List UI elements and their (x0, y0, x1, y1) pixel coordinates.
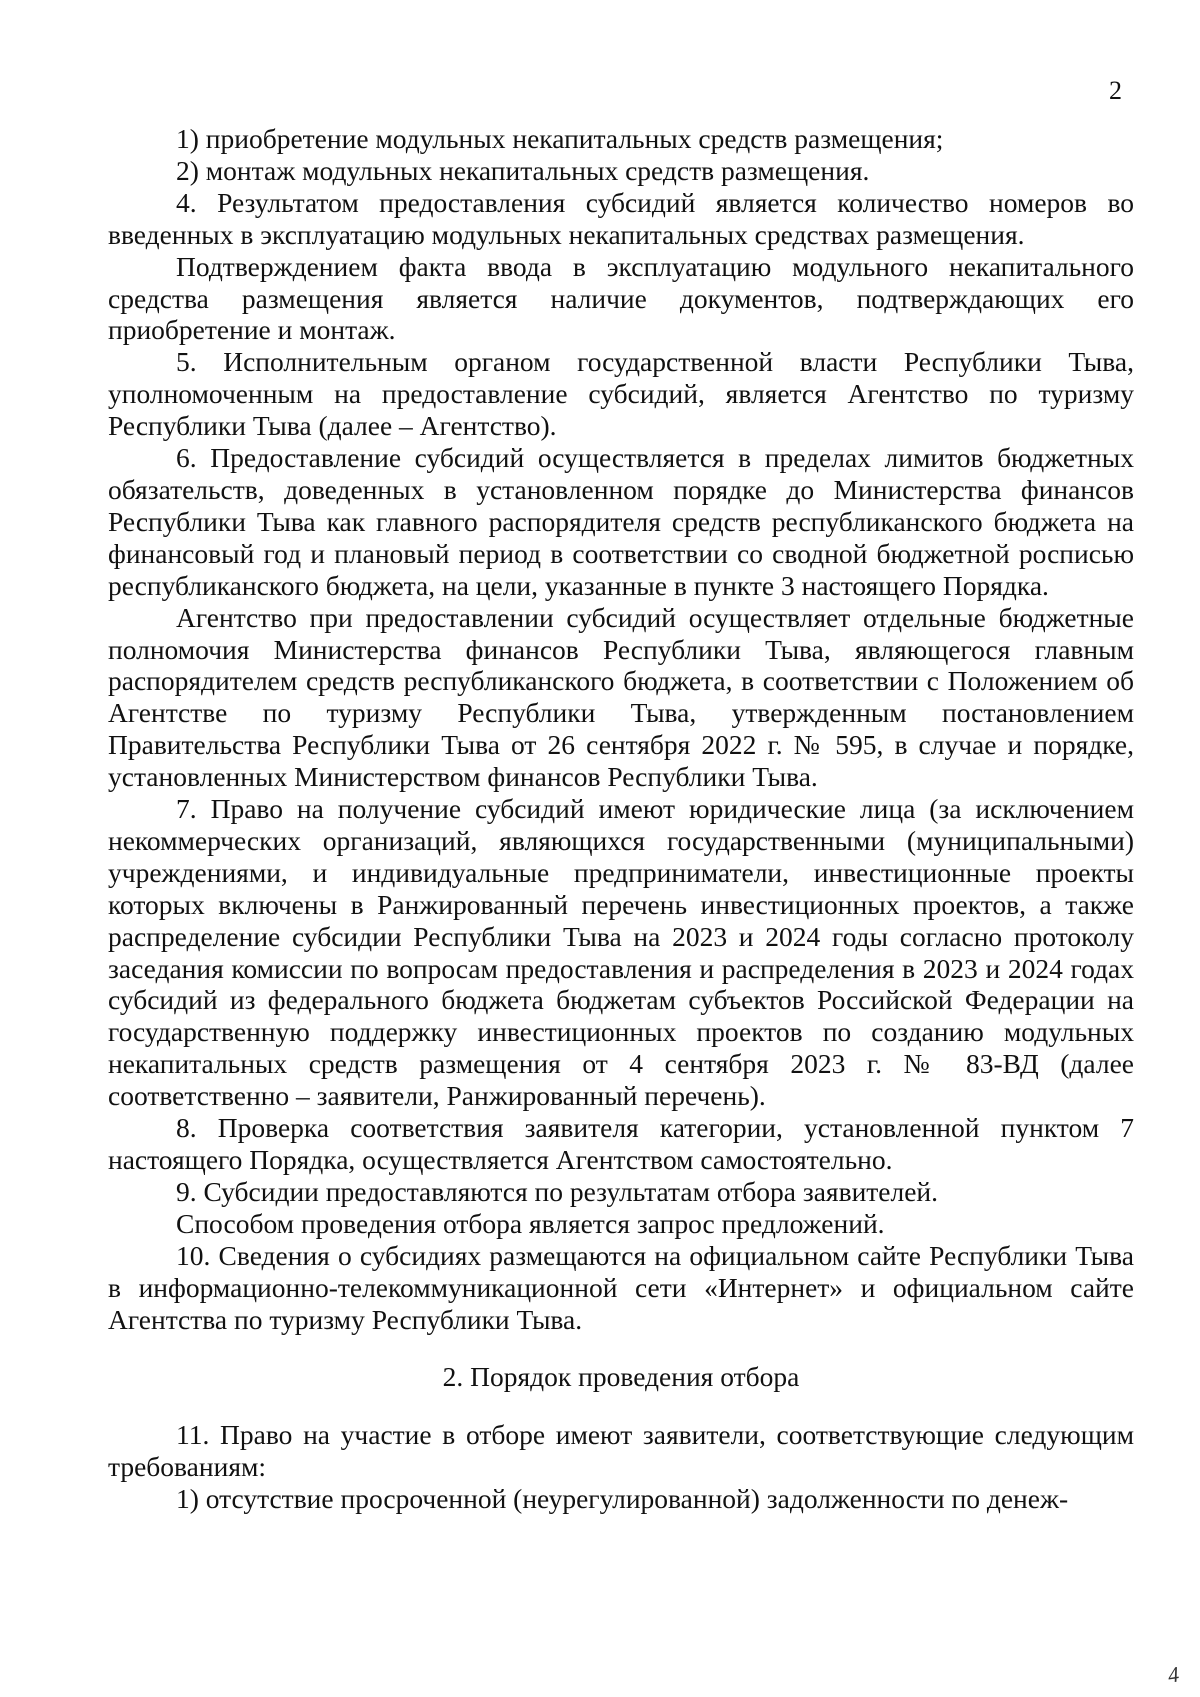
document-body (108, 123, 1134, 1515)
clause-6-agency-powers: Агентство при предоставлении субсидий осуществляет отдельные бюджетные полномочия Министерства финансов Республики Тыва, являющегося главным распорядителем средств республиканского бюджета, в соответствии с Положением об Агентстве по туризму Республики Тыва, утвержденным постановлением Правительства Республики Тыва от 26 сентября 2022 г. № 595, в случае и порядке, установленных Министерством финансов Республики Тыва. (108, 601, 1134, 793)
clause-5-agency: 5. Исполнительным органом государственной власти Республики Тыва, уполномоченным на предоставление субсидий, является Агентство по туризму Республики Тыва (далее – Агентство). (108, 346, 1134, 442)
clause-9-method: Способом проведения отбора является запрос предложений. (176, 1207, 885, 1239)
clause-10-publication: 10. Сведения о субсидиях размещаются на официальном сайте Республики Тыва в информационно-телекоммуникационной сети «Интернет» и официальном сайте Агентства по туризму Республики Тыва. (108, 1239, 1134, 1335)
clause-4-result: 4. Результатом предоставления субсидий является количество номеров во введенных в эксплуатацию модульных некапитальных средствах размещения. (108, 186, 1134, 250)
page-number: 2 (1109, 76, 1122, 105)
list-item-installation: 2) монтаж модульных некапитальных средств размещения. (176, 154, 870, 186)
section-heading: 2. Порядок проведения отбора (442, 1361, 800, 1393)
clause-4-confirmation: Подтверждением факта ввода в эксплуатацию модульного некапитального средства размещения является наличие документов, подтверждающих его приобретение и монтаж. (108, 250, 1134, 346)
clause-8-verification: 8. Проверка соответствия заявителя категории, установленной пунктом 7 настоящего Порядка, осуществляется Агентством самостоятельно. (108, 1112, 1134, 1175)
list-item-acquisition: 1) приобретение модульных некапитальных средств размещения; (176, 123, 944, 154)
handwritten-margin-mark: 4 (1166, 1661, 1181, 1688)
clause-11-participation: 11. Право на участие в отборе имеют заявители, соответствующие следующим требованиям: (108, 1419, 1134, 1483)
clause-11-requirement-1: 1) отсутствие просроченной (неурегулированной) задолженности по денеж- (176, 1483, 1069, 1515)
clause-6-limits: 6. Предоставление субсидий осуществляется в пределах лимитов бюджетных обязательств, доведенных в установленном порядке до Министерства финансов Республики Тыва как главного распорядителя средств республиканского бюджета на финансовый год и плановый период в соответствии со сводной бюджетной росписью республиканского бюджета, на цели, указанные в пункте 3 настоящего Порядка. (108, 442, 1134, 601)
clause-9-selection: 9. Субсидии предоставляются по результатам отбора заявителей. (176, 1175, 939, 1207)
clause-7-eligibility: 7. Право на получение субсидий имеют юридические лица (за исключением некоммерческих организаций, являющихся государственными (муниципальными) учреждениями, и индивидуальные предприниматели, инвестиционные проекты которых включены в Ранжированный перечень инвестиционных проектов, а также распределение субсидии Республики Тыва на 2023 и 2024 годы согласно протоколу заседания комиссии по вопросам предоставления и распределения в 2023 и 2024 годах субсидий из федерального бюджета бюджетам субъектов Российской Федерации на государственную поддержку инвестиционных проектов по созданию модульных некапитальных средств размещения от 4 сентября 2023 г. № 83-ВД (далее соответственно – заявители, Ранжированный перечень). (108, 793, 1134, 1112)
